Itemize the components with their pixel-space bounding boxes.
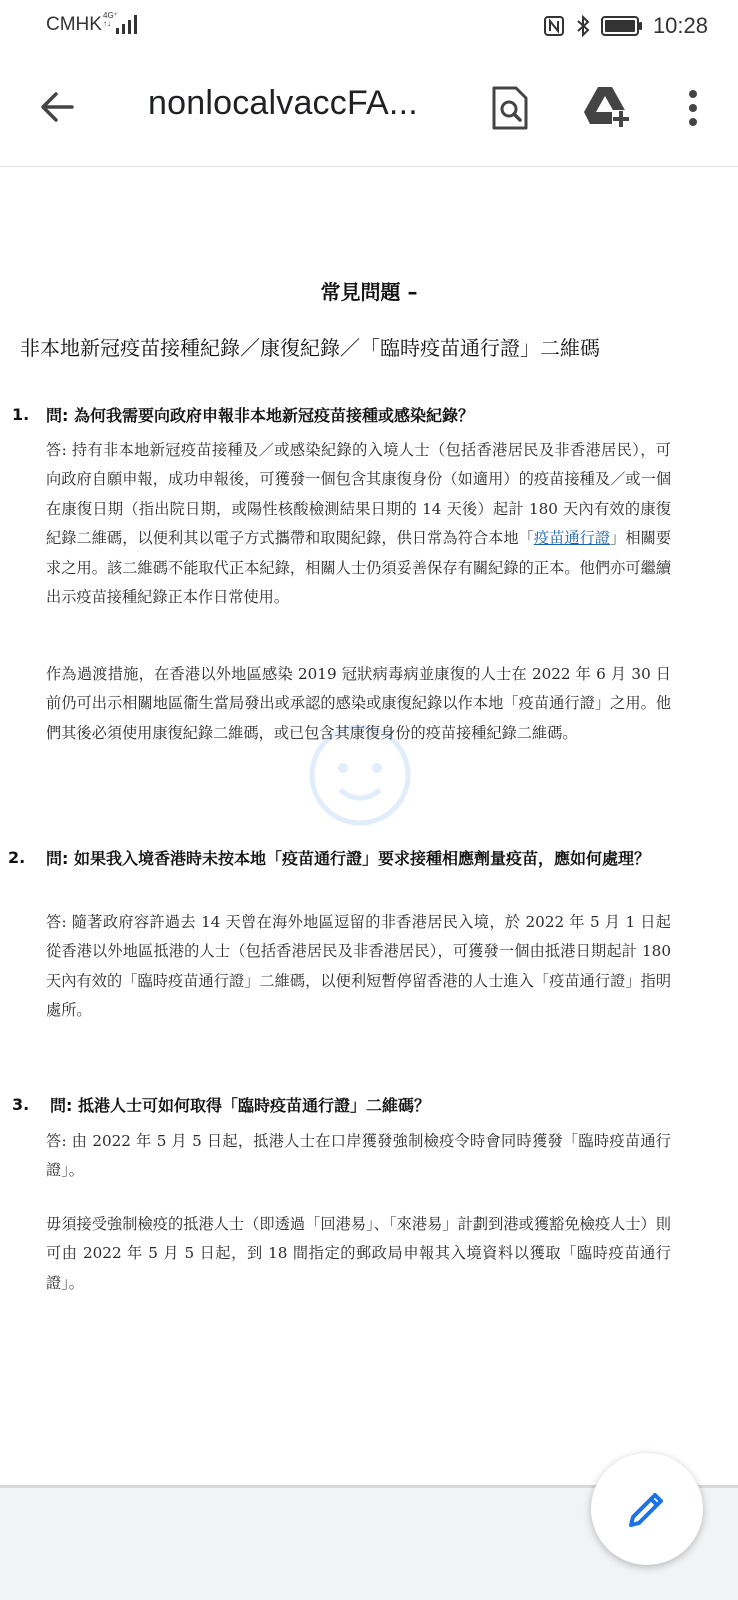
faq-subheading: 非本地新冠疫苗接種紀錄／康復紀錄／「臨時疫苗通行證」二維碼 [20, 336, 600, 360]
more-options-icon[interactable] [680, 86, 706, 130]
faq-heading: 常見問題 – [320, 280, 418, 304]
back-arrow-icon[interactable] [34, 84, 80, 130]
find-in-document-icon[interactable] [490, 84, 530, 132]
vaccine-pass-link[interactable]: 疫苗通行證 [533, 529, 611, 548]
answer-paragraph: 答: 持有非本地新冠疫苗接種及／或感染紀錄的入境人士（包括香港居民及非香港居民），可向政府自願申報，成功申報後，可獲發一個包含其康復身份（如適用）的疫苗接種及／或一個在康復日期（指出院日期，或陽性核酸檢測結果日期的 14 天後）起計 180 天內有效的康復紀錄二維碼，以便利其以電子方式攜帶和取閱紀錄，供日常為符合本地「疫苗通行證」相關要求之用。該二維碼不能取代正本紀錄，相關人士仍須妥善保存有關紀錄的正本。他們亦可繼續出示疫苗接種紀錄正本作日常使用。 [46, 441, 672, 607]
carrier-name: CMHK [46, 14, 102, 35]
add-to-drive-icon[interactable] [582, 84, 630, 130]
question-number: 2. [8, 848, 26, 867]
network-type-tag: 4G⁺ ↑↓ [103, 11, 118, 28]
question-text: 問: 如果我入境香港時未按本地「疫苗通行證」要求接種相應劑量疫苗，應如何處理？ [46, 849, 650, 868]
app-toolbar [0, 58, 738, 167]
pencil-icon [625, 1487, 669, 1531]
status-icons [543, 12, 708, 40]
signal-strength-icon [114, 14, 140, 34]
status-bar [0, 0, 738, 52]
question-number: 1. [12, 405, 30, 424]
question-number: 3. [12, 1095, 30, 1114]
battery-icon [601, 15, 643, 37]
bluetooth-icon [575, 14, 591, 38]
document-title: nonlocalvaccFA... [148, 84, 418, 122]
answer-paragraph: 作為過渡措施，在香港以外地區感染 2019 冠狀病毒病並康復的人士在 2022 年 6 月 30 日前仍可出示相關地區衞生當局發出或承認的感染或康復紀錄以作本地「疫苗通行證」之用。他們其後必須使用康復紀錄二維碼，或已包含其康復身份的疫苗接種紀錄二維碼。 [46, 665, 671, 742]
answer-paragraph: 毋須接受強制檢疫的抵港人士（即透過「回港易」、「來港易」計劃到港或獲豁免檢疫人士）則可由 2022 年 5 月 5 日起，到 18 間指定的郵政局申報其入境資料以獲取「臨時疫苗通行證」。 [46, 1215, 671, 1292]
answer-paragraph: 答: 由 2022 年 5 月 5 日起，抵港人士在口岸獲發強制檢疫令時會同時獲發「臨時疫苗通行證」。 [46, 1132, 671, 1180]
answer-paragraph: 答: 隨著政府容許過去 14 天曾在海外地區逗留的非香港居民入境，於 2022 年 5 月 1 日起從香港以外地區抵港的人士（包括香港居民及非香港居民），可獲發一個由抵港日期起計 180 天內有效的「臨時疫苗通行證」二維碼，以便利短暫停留香港的人士進入「疫苗通行證」指明處所。 [46, 913, 671, 1020]
nfc-icon [543, 15, 565, 37]
question-text: 問: 抵港人士可如何取得「臨時疫苗通行證」二維碼？ [50, 1096, 430, 1115]
edit-fab-button[interactable] [591, 1453, 703, 1565]
clock: 10:28 [652, 13, 708, 38]
question-text: 問: 為何我需要向政府申報非本地新冠疫苗接種或感染紀錄？ [46, 406, 474, 425]
